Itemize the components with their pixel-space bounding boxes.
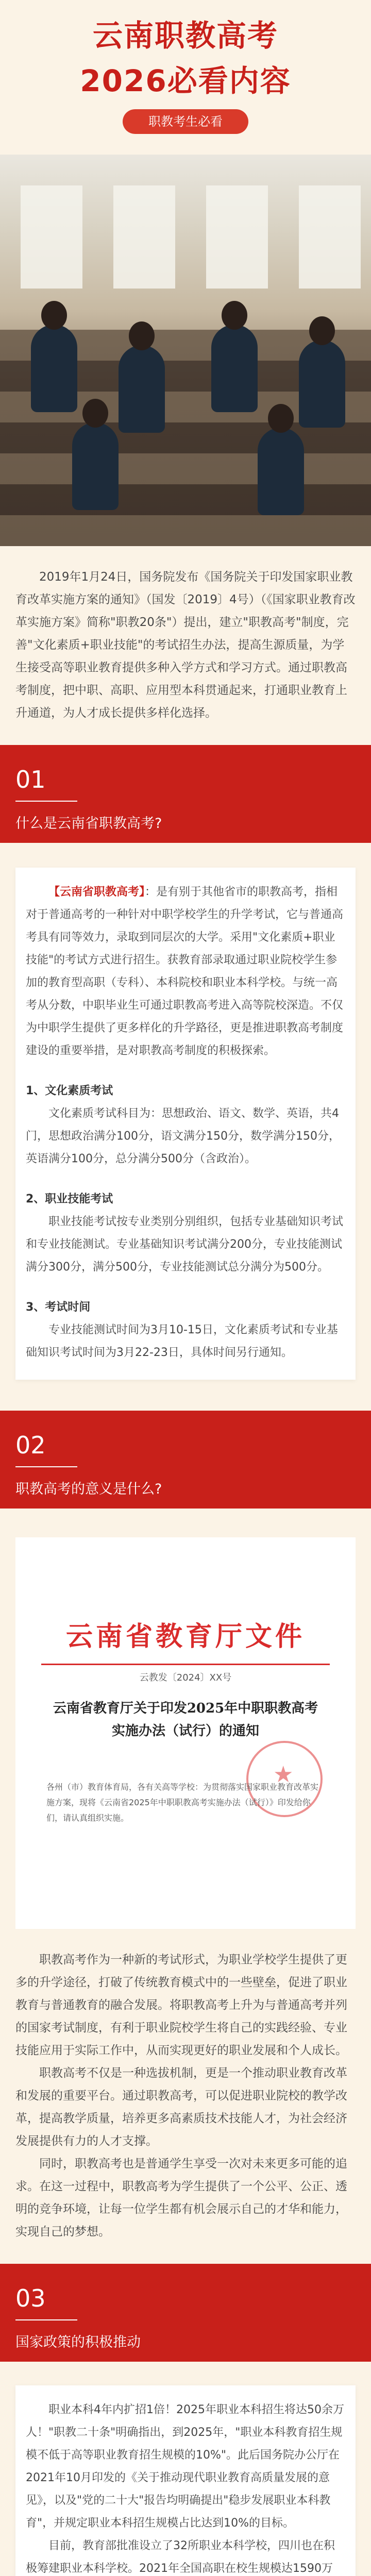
intro-paragraph: 2019年1月24日，国务院发布《国务院关于印发国家职业教育改革实施方案的通知》（国发〔2019〕4号）（《国家职业教育改革实施方案》简称"职教20条"）提出，建立"职教高考"制度，完善"文化素质+职业技能"的考试招生办法，提高生源质量，为学生接受高等职业教育提供多种入学方式和学习方式。通过职教高考制度，把中职、高职、应用型本科贯通起来，打通职业教育上升通道，为人才成长提供多样化选择。 <box>15 570 356 720</box>
policy-card <box>15 2385 356 2576</box>
student-figure <box>211 325 258 412</box>
hero-header <box>0 0 371 155</box>
document-header: 云南省教育厅文件 <box>65 1621 305 1652</box>
section-header-02 <box>0 1411 371 1509</box>
divider <box>15 2319 77 2320</box>
section-number: 03 <box>15 2284 46 2312</box>
exam-info-card <box>15 868 356 1380</box>
document-body: 各州（市）教育体育局，各有关高等学校：为贯彻落实国家职业教育改革实施方案，现将《云南省2025年中职职教高考实施办法（试行）》印发给你们，请认真组织实施。 <box>46 1782 319 1823</box>
divider <box>15 801 77 802</box>
time-text: 专业技能测试时间为3月10-15日，文化素质考试和专业基础知识考试时间为3月22-23日，具体时间另行通知。 <box>26 1324 338 1359</box>
official-document-image <box>15 1537 356 1929</box>
significance-block <box>0 1929 371 2243</box>
section-header-03 <box>0 2264 371 2362</box>
red-rule <box>41 1664 330 1665</box>
window-shape <box>299 185 361 289</box>
definition-paragraph <box>26 881 345 1062</box>
section-title: 什么是云南省职教高考? <box>15 816 162 832</box>
window-shape <box>206 185 268 289</box>
page-subtitle-year: 2026必看内容 <box>80 63 291 98</box>
section-number: 01 <box>15 766 46 793</box>
section-header-01 <box>0 745 371 843</box>
significance-paragraph: 职教高考作为一种新的考试形式，为职业学校学生提供了更多的升学途径，打破了传统教育模式中的一些壁垒，促进了职业教育与普通教育的融合发展。将职教高考上升为与普通高考并列的国家考试制度，有利于职业院校学生将自己的实践经验、专业技能应用于实际工作中，从而实现更好的职业发展和个人成长。 <box>15 1953 347 2057</box>
definition-body: ：是有别于其他省市的职教高考，指相对于普通高考的一种针对中职学校学生的升学考试，它与普通高考具有同等效力，录取到同层次的大学。采用"文化素质+职业技能"的考试方式进行招生。获教育部录取通过职业院校学生参加的教育型高职（专科）、本科院校和职业本科学校。与统一高考从分数，中职毕业生可通过职教高考进入高等院校深造。不仅为中职学生提供了更多样化的升学路径，更是推进职教高考制度建设的重要举措，是对职教高考制度的积极探索。 <box>26 886 344 1057</box>
significance-paragraph: 同时，职教高考也是普通学生享受一次对未来更多可能的追求。在这一过程中，职教高考为学生提供了一个公平、公正、透明的竞争环境，让每一位学生都有机会展示自己的才华和能力，实现自己的梦想。 <box>15 2157 347 2239</box>
skill-text: 职业技能考试按专业类别分别组织，包括专业基础知识考试和专业技能测试。专业基础知识考试满分200分，专业技能测试满分300分，满分500分，专业技能测试总分满分为500分。 <box>26 1215 344 1274</box>
definition-head: 【云南省职教高考】 <box>48 886 145 899</box>
page-title: 云南职教高考 <box>92 18 278 53</box>
student-figure <box>72 422 119 510</box>
subheading-culture: 1、文化素质考试 <box>26 1084 113 1097</box>
policy-paragraph: 目前，教育部批准设立了32所职业本科学校，四川也在积极筹建职业本科学校。2021年全国高职在校生规模达1590万 <box>26 2539 335 2575</box>
section-title: 职教高考的意义是什么? <box>15 1481 162 1497</box>
document-title: 云南省教育厅关于印发2025年中职职教高考实施办法（试行）的通知 <box>53 1701 318 1739</box>
significance-paragraph: 职教高考不仅是一种选拔机制，更是一个推动职业教育改革和发展的重要平台。通过职教高考，可以促进职业院校的教学改革，提高教学质量，培养更多高素质技术技能人才，为社会经济发展提供有力的人才支撑。 <box>15 2066 347 2148</box>
divider <box>15 1466 77 1467</box>
student-figure <box>119 345 165 433</box>
culture-text: 文化素质考试科目为：思想政治、语文、数学、英语，共4门，思想政治满分100分，语文满分150分，数学满分150分，英语满分100分，总分满分500分（含政治）。 <box>26 1107 340 1165</box>
subheading-skill: 2、职业技能考试 <box>26 1193 113 1206</box>
section-title: 国家政策的积极推动 <box>15 2334 141 2350</box>
window-shape <box>113 185 175 289</box>
audience-badge: 职教考生必看 <box>123 109 248 134</box>
student-figure <box>299 340 345 428</box>
intro-block <box>0 546 371 724</box>
section-number: 02 <box>15 1431 46 1459</box>
student-figure <box>258 428 304 515</box>
student-figure <box>31 325 77 412</box>
policy-paragraph: 职业本科4年内扩招1倍！2025年职业本科招生将达50余万人！"职教二十条"明确指出，到2025年，"职业本科教育招生规模不低于高等职业教育招生规模的10%"。此后国务院办公厅在2021年10月印发的《关于推动现代职业教育高质量发展的意见》，以及"党的二十大"报告均明确提出"稳步发展职业本科教育"，并规定职业本科招生规模占比达到10%的目标。 <box>26 2403 344 2530</box>
document-number: 云教发〔2024〕XX号 <box>139 1672 232 1683</box>
classroom-photo <box>0 155 371 546</box>
subheading-time: 3、考试时间 <box>26 1301 91 1314</box>
window-shape <box>21 185 82 289</box>
